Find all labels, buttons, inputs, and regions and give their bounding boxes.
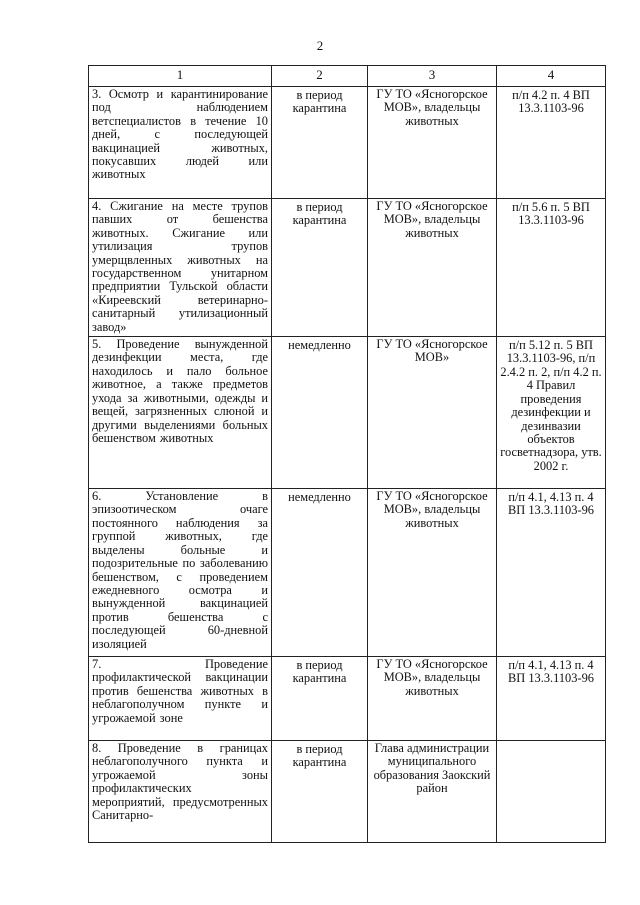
deadline-cell: немедленно [272, 337, 368, 489]
measure-cell: 4. Сжигание на месте трупов павших от бешенства животных. Сжигание или утилизация трупов умерщвленных животных на государственном унитарном предприятии Тульской области «Киреевский ветеринарно-санитарный утилизационный завод» [89, 199, 272, 337]
reference-cell: п/п 4.2 п. 4 ВП 13.3.1103-96 [497, 87, 606, 199]
deadline-cell: в период карантина [272, 87, 368, 199]
header-col-1: 1 [89, 66, 272, 87]
reference-cell [497, 741, 606, 843]
deadline-cell: в период карантина [272, 657, 368, 741]
reference-cell: п/п 4.1, 4.13 п. 4 ВП 13.3.1103-96 [497, 657, 606, 741]
deadline-cell: немедленно [272, 489, 368, 657]
reference-cell: п/п 4.1, 4.13 п. 4 ВП 13.3.1103-96 [497, 489, 606, 657]
responsible-cell: ГУ ТО «Ясногорское МОВ», владельцы животных [368, 489, 497, 657]
reference-cell: п/п 5.12 п. 5 ВП 13.3.1103-96, п/п 2.4.2 п. 2, п/п 4.2 п. 4 Правил проведения дезинфекции и дезинвазии объектов госветнадзора, утв. 2002 г. [497, 337, 606, 489]
measure-cell: 8. Проведение в границах неблагополучного пункта и угрожаемой зоны профилактических мероприятий, предусмотренных Санитарно- [89, 741, 272, 843]
header-col-4: 4 [497, 66, 606, 87]
header-row [89, 66, 606, 87]
header-col-2: 2 [272, 66, 368, 87]
reference-cell: п/п 5.6 п. 5 ВП 13.3.1103-96 [497, 199, 606, 337]
header-col-3: 3 [368, 66, 497, 87]
table-row [89, 337, 606, 489]
table-row [89, 657, 606, 741]
table-row [89, 87, 606, 199]
deadline-cell: в период карантина [272, 199, 368, 337]
responsible-cell: ГУ ТО «Ясногорское МОВ» [368, 337, 497, 489]
measure-cell: 6. Установление в эпизоотическом очаге постоянного наблюдения за группой животных, где выделены больные и подозрительные по заболеванию бешенством, с проведением ежедневного осмотра и вынужденной вакцинацией против бешенства с последующей 60-дневной изоляцией [89, 489, 272, 657]
measure-cell: 7. Проведение профилактической вакцинации против бешенства животных в неблагополучном пункте и угрожаемой зоне [89, 657, 272, 741]
responsible-cell: Глава администрации муниципального образования Заокский район [368, 741, 497, 843]
responsible-cell: ГУ ТО «Ясногорское МОВ», владельцы животных [368, 199, 497, 337]
page-number: 2 [316, 38, 324, 53]
table-row [89, 489, 606, 657]
measures-table [88, 65, 606, 843]
measure-cell: 5. Проведение вынужденной дезинфекции места, где находилось и пало больное животное, а также предметов ухода за животными, одежды и вещей, загрязненных слюной и другими выделениями больных бешенством животных [89, 337, 272, 489]
responsible-cell: ГУ ТО «Ясногорское МОВ», владельцы животных [368, 87, 497, 199]
measure-cell: 3. Осмотр и карантинирование под наблюдением ветспециалистов в течение 10 дней, с последующей вакцинацией животных, покусавших людей или животных [89, 87, 272, 199]
deadline-cell: в период карантина [272, 741, 368, 843]
table-row [89, 199, 606, 337]
table-row [89, 741, 606, 843]
responsible-cell: ГУ ТО «Ясногорское МОВ», владельцы животных [368, 657, 497, 741]
